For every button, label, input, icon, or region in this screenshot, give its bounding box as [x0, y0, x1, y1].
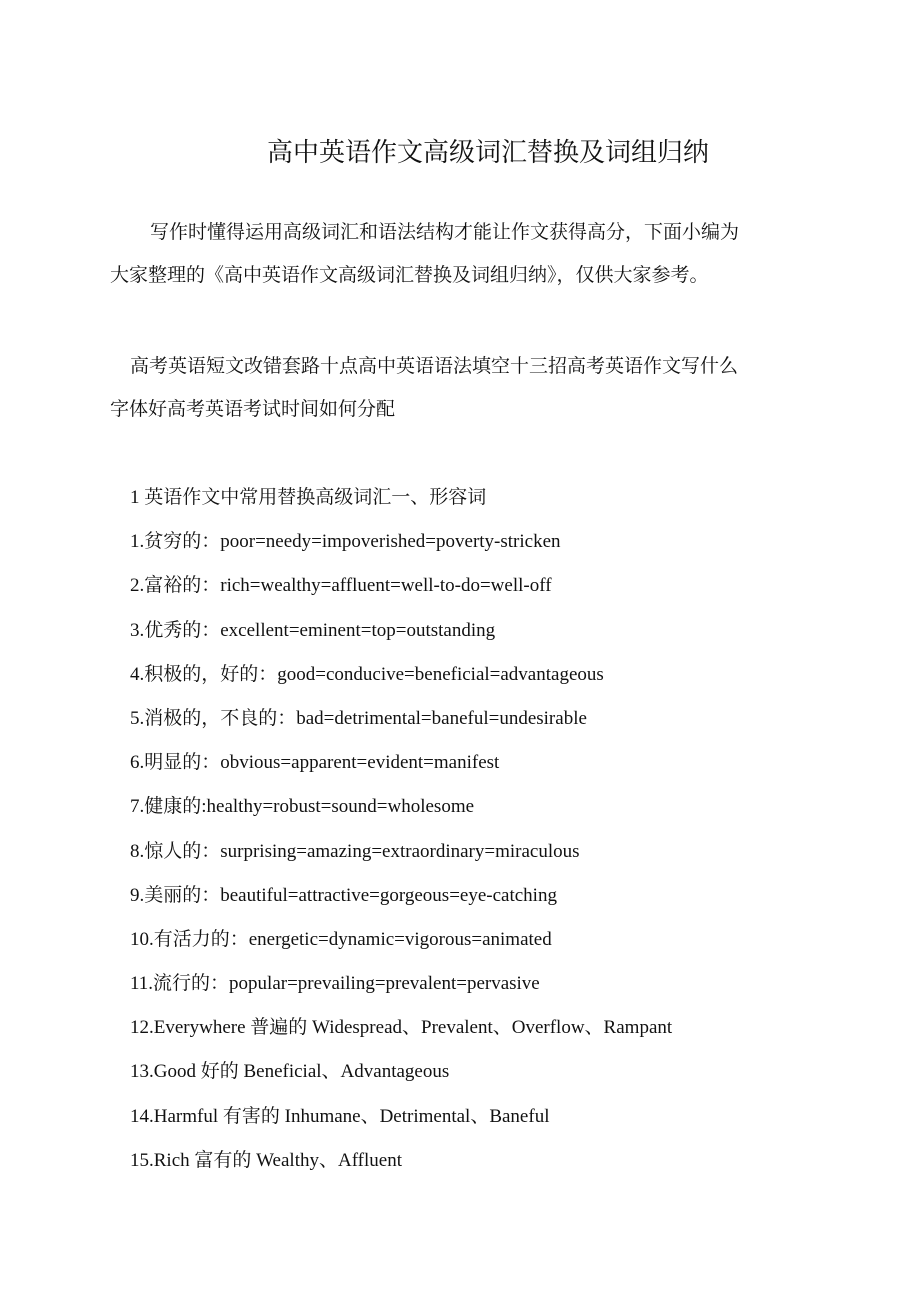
- list-item: 11.流行的：popular=prevailing=prevalent=pervasive: [130, 973, 540, 995]
- related-line-2: 字体好高考英语考试时间如何分配: [110, 398, 396, 420]
- document-title: 高中英语作文高级词汇替换及词组归纳: [266, 138, 709, 168]
- intro-line-2: 大家整理的《高中英语作文高级词汇替换及词组归纳》，仅供大家参考。: [110, 264, 709, 286]
- list-item: 3.优秀的：excellent=eminent=top=outstanding: [130, 619, 496, 641]
- list-item: 13.Good 好的 Beneficial、Advantageous: [130, 1061, 450, 1083]
- related-line-1: 高考英语短文改错套路十点高中英语语法填空十三招高考英语作文写什么: [130, 355, 739, 377]
- list-item: 4.积极的，好的：good=conducive=beneficial=advantageous: [130, 663, 604, 685]
- list-item: 14.Harmful 有害的 Inhumane、Detrimental、Baneful: [130, 1105, 550, 1127]
- list-item: 10.有活力的：energetic=dynamic=vigorous=animated: [130, 928, 552, 950]
- list-item: 6.明显的：obvious=apparent=evident=manifest: [130, 752, 500, 774]
- list-item: 8.惊人的：surprising=amazing=extraordinary=miraculous: [130, 840, 580, 862]
- list-item: 7.健康的:healthy=robust=sound=wholesome: [130, 796, 475, 818]
- list-item: 2.富裕的：rich=wealthy=affluent=well-to-do=well-off: [130, 575, 552, 597]
- intro-line-1: 写作时懂得运用高级词汇和语法结构才能让作文获得高分，下面小编为: [150, 221, 740, 243]
- list-item: 15.Rich 富有的 Wealthy、Affluent: [130, 1149, 402, 1171]
- list-item: 1.贫穷的：poor=needy=impoverished=poverty-stricken: [130, 531, 561, 553]
- list-item: 5.消极的，不良的：bad=detrimental=baneful=undesirable: [130, 707, 587, 729]
- vocab-list: [130, 486, 672, 1193]
- list-item: 9.美丽的：beautiful=attractive=gorgeous=eye-catching: [130, 884, 557, 906]
- section-heading: 1 英语作文中常用替换高级词汇一、形容词: [130, 487, 487, 508]
- list-item: 12.Everywhere 普遍的 Widespread、Prevalent、Overflow、Rampant: [130, 1017, 673, 1039]
